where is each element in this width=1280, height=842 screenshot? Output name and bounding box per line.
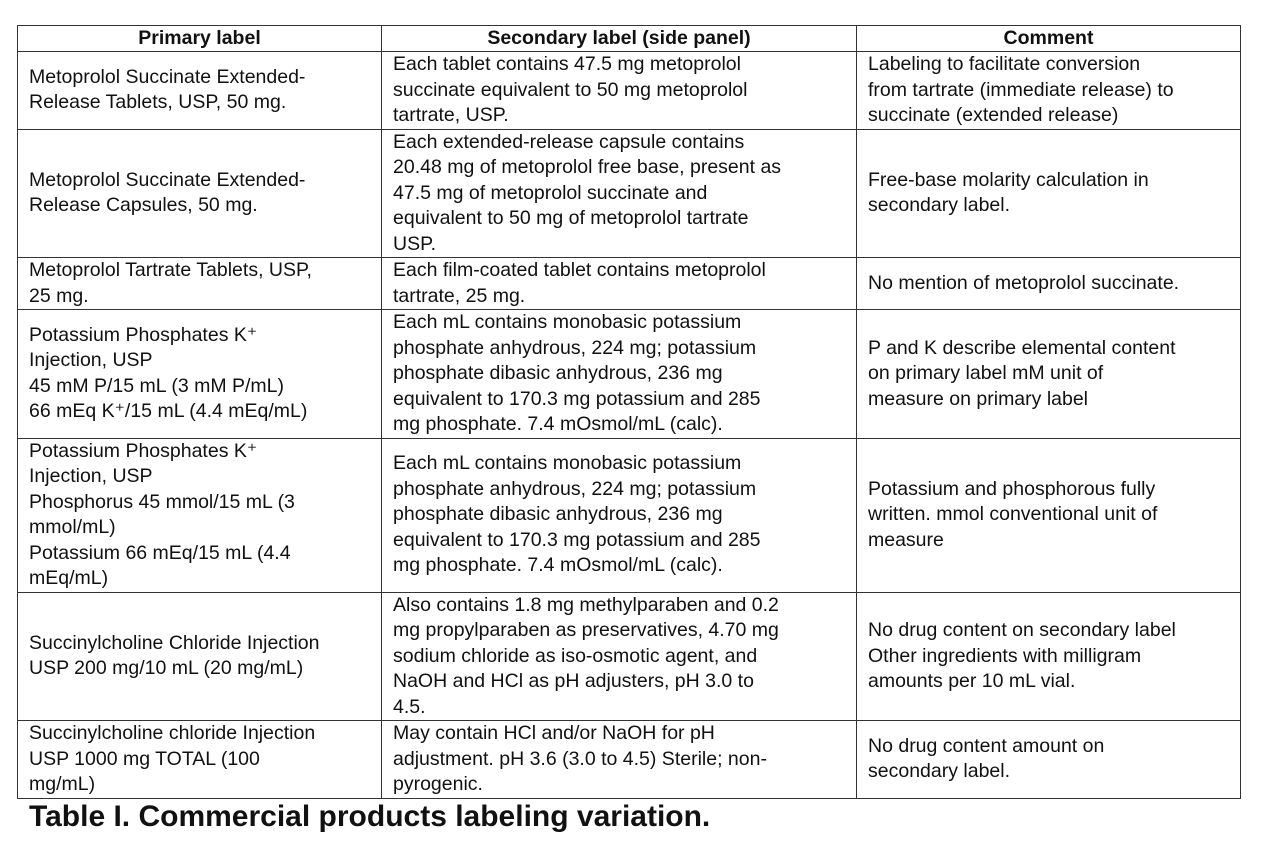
cell-comment <box>857 592 1241 721</box>
primary-text-line: Metoprolol Succinate Extended- <box>29 65 306 88</box>
table-row <box>18 52 1241 130</box>
cell-secondary <box>382 258 857 310</box>
secondary-text-line: tartrate, 25 mg. <box>393 284 526 307</box>
secondary-text-line: equivalent to 50 mg of metoprolol tartrate <box>393 207 749 229</box>
secondary-text-line: NaOH and HCl as pH adjusters, pH 3.0 to <box>393 670 754 692</box>
primary-text-line: mg/mL) <box>29 773 96 795</box>
comment-text-line: Labeling to facilitate conversion <box>868 53 1141 75</box>
secondary-text-line: adjustment. pH 3.6 (3.0 to 4.5) Sterile; non- <box>393 747 767 770</box>
primary-text-line: 25 mg. <box>29 284 89 307</box>
comment-text-line: secondary label. <box>868 760 1011 783</box>
secondary-text-line: mg phosphate. 7.4 mOsmol/mL (calc). <box>393 413 723 435</box>
comment-text-line: Free-base molarity calculation in <box>868 168 1149 191</box>
secondary-text-line: phosphate anhydrous, 224 mg; potassium <box>393 336 757 359</box>
cell-primary <box>18 721 382 799</box>
comment-text-line: No drug content amount on <box>868 734 1105 757</box>
primary-text-line: Succinylcholine chloride Injection <box>29 722 316 744</box>
cell-primary <box>18 52 382 130</box>
primary-text-line: Potassium Phosphates K⁺ <box>29 323 258 346</box>
primary-text-line: Release Tablets, USP, 50 mg. <box>29 91 287 114</box>
secondary-text-line: Each mL contains monobasic potassium <box>393 311 742 333</box>
cell-primary <box>18 258 382 310</box>
primary-text-line: 45 mM P/15 mL (3 mM P/mL) <box>29 374 284 397</box>
labeling-table <box>17 25 1241 799</box>
secondary-text-line: sodium chloride as iso-osmotic agent, and <box>393 644 758 667</box>
comment-text-line: measure on primary label <box>868 387 1089 410</box>
secondary-text-line: pyrogenic. <box>393 773 483 795</box>
cell-secondary <box>382 438 857 592</box>
cell-secondary <box>382 310 857 439</box>
secondary-text-line: equivalent to 170.3 mg potassium and 285 <box>393 387 761 410</box>
header-row <box>18 26 1241 52</box>
secondary-text-line: phosphate dibasic anhydrous, 236 mg <box>393 503 723 526</box>
comment-text-line: from tartrate (immediate release) to <box>868 78 1174 101</box>
primary-text-line: 66 mEq K⁺/15 mL (4.4 mEq/mL) <box>29 400 308 423</box>
secondary-text-line: May contain HCl and/or NaOH for pH <box>393 722 715 744</box>
primary-text-line: Injection, USP <box>29 349 153 372</box>
secondary-text-line: 20.48 mg of metoprolol free base, present as <box>393 156 782 178</box>
comment-text-line: on primary label mM unit of <box>868 362 1104 384</box>
primary-text-line: Injection, USP <box>29 465 153 487</box>
cell-secondary <box>382 52 857 130</box>
table-row <box>18 721 1241 799</box>
cell-comment <box>857 721 1241 799</box>
table-caption: Table I. Commercial products labeling variation. <box>29 800 711 833</box>
header-comment: Comment <box>857 26 1241 52</box>
secondary-text-line: Each film-coated tablet contains metoprolol <box>393 259 766 281</box>
cell-primary <box>18 592 382 721</box>
secondary-text-line: succinate equivalent to 50 mg metoprolol <box>393 78 748 101</box>
secondary-text-line: Each tablet contains 47.5 mg metoprolol <box>393 53 741 75</box>
cell-secondary <box>382 129 857 258</box>
secondary-text-line: Each extended-release capsule contains <box>393 130 745 153</box>
cell-comment <box>857 438 1241 592</box>
secondary-text-line: equivalent to 170.3 mg potassium and 285 <box>393 528 761 551</box>
cell-primary <box>18 438 382 592</box>
primary-text-line: Metoprolol Succinate Extended- <box>29 168 306 191</box>
secondary-text-line: mg phosphate. 7.4 mOsmol/mL (calc). <box>393 554 723 577</box>
comment-text-line: succinate (extended release) <box>868 104 1119 126</box>
comment-text-line: Potassium and phosphorous fully <box>868 477 1156 500</box>
table-row <box>18 310 1241 439</box>
table-row <box>18 592 1241 721</box>
comment-text-line: No drug content on secondary label <box>868 619 1176 641</box>
secondary-text-line: USP. <box>393 232 436 255</box>
table-row <box>18 258 1241 310</box>
secondary-text-line: tartrate, USP. <box>393 104 509 126</box>
secondary-text-line: phosphate dibasic anhydrous, 236 mg <box>393 362 723 384</box>
secondary-text-line: 4.5. <box>393 695 426 718</box>
comment-text-line: secondary label. <box>868 194 1011 217</box>
table-header <box>18 26 1241 52</box>
comment-text-line: Other ingredients with milligram <box>868 644 1142 667</box>
comment-text-line: amounts per 10 mL vial. <box>868 670 1076 692</box>
secondary-text-line: Also contains 1.8 mg methylparaben and 0.2 <box>393 593 779 616</box>
table-body <box>18 52 1241 799</box>
secondary-text-line: 47.5 mg of metoprolol succinate and <box>393 181 708 204</box>
header-primary-label: Primary label <box>18 26 382 52</box>
cell-comment <box>857 310 1241 439</box>
cell-comment <box>857 129 1241 258</box>
primary-text-line: USP 200 mg/10 mL (20 mg/mL) <box>29 657 304 680</box>
secondary-text-line: Each mL contains monobasic potassium <box>393 452 742 475</box>
primary-text-line: mmol/mL) <box>29 516 116 538</box>
table-row <box>18 129 1241 258</box>
primary-text-line: Succinylcholine Chloride Injection <box>29 631 320 654</box>
primary-text-line: USP 1000 mg TOTAL (100 <box>29 747 260 770</box>
secondary-text-line: phosphate anhydrous, 224 mg; potassium <box>393 477 757 500</box>
secondary-text-line: mg propylparaben as preservatives, 4.70 mg <box>393 619 779 641</box>
comment-text-line: measure <box>868 528 944 551</box>
comment-text-line: P and K describe elemental content <box>868 336 1176 359</box>
cell-primary <box>18 310 382 439</box>
primary-text-line: Release Capsules, 50 mg. <box>29 194 258 217</box>
header-secondary-label: Secondary label (side panel) <box>382 26 857 52</box>
cell-secondary <box>382 721 857 799</box>
cell-primary <box>18 129 382 258</box>
primary-text-line: Phosphorus 45 mmol/15 mL (3 <box>29 490 295 513</box>
primary-text-line: mEq/mL) <box>29 567 109 589</box>
comment-text-line: No mention of metoprolol succinate. <box>868 271 1180 294</box>
primary-text-line: Metoprolol Tartrate Tablets, USP, <box>29 259 312 281</box>
cell-comment <box>857 258 1241 310</box>
table-row <box>18 438 1241 592</box>
primary-text-line: Potassium 66 mEq/15 mL (4.4 <box>29 541 291 564</box>
comment-text-line: written. mmol conventional unit of <box>868 503 1158 526</box>
cell-secondary <box>382 592 857 721</box>
primary-text-line: Potassium Phosphates K⁺ <box>29 439 258 462</box>
cell-comment <box>857 52 1241 130</box>
